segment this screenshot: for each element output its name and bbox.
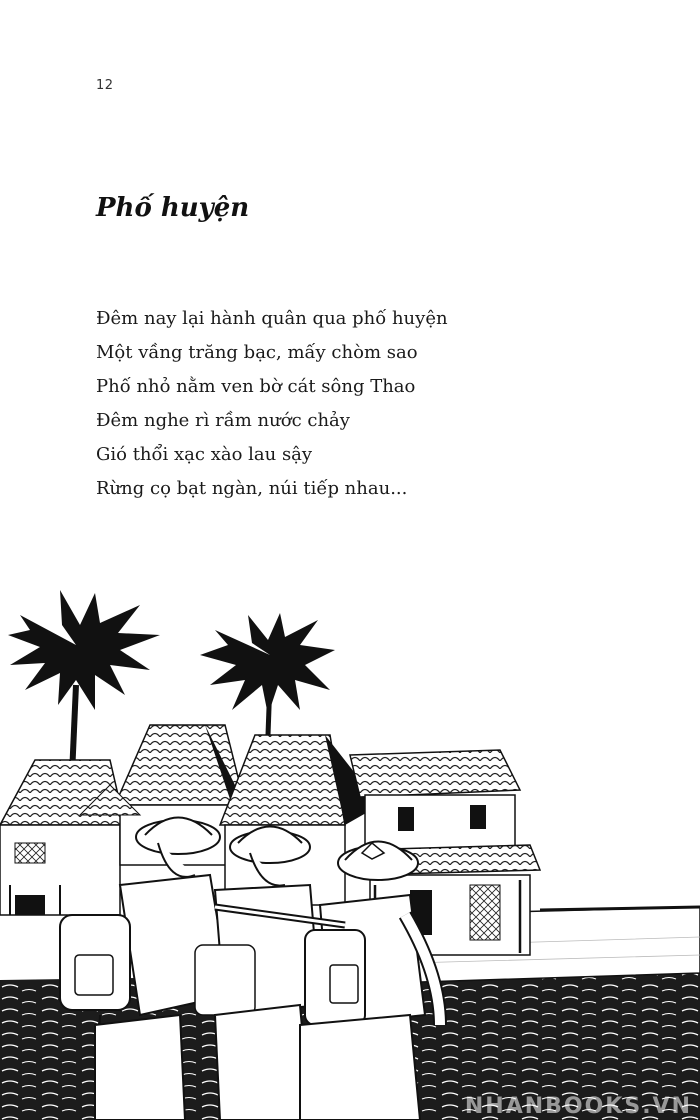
poem-line: Gió thổi xạc xào lau sậy: [96, 444, 313, 465]
poem-line: Một vầng trăng bạc, mấy chòm sao: [96, 342, 418, 363]
poem-line: Đêm nghe rì rầm nước chảy: [96, 410, 350, 431]
palm-tree-right: [200, 613, 335, 735]
poem-line: Rừng cọ bạt ngàn, núi tiếp nhau...: [96, 478, 408, 499]
poem-title: Phố huyện: [96, 193, 250, 223]
poem-line: Phố nhỏ nằm ven bờ cát sông Thao: [96, 376, 416, 397]
page-number: 12: [96, 78, 114, 93]
watermark: NHANBOOKS.VN: [464, 1094, 692, 1119]
house-left: [0, 760, 125, 915]
poem-line: Đêm nay lại hành quân qua phố huyện: [96, 308, 448, 329]
poem-body: [96, 302, 448, 506]
palm-tree-left: [8, 590, 160, 775]
illustration: [0, 585, 700, 1120]
